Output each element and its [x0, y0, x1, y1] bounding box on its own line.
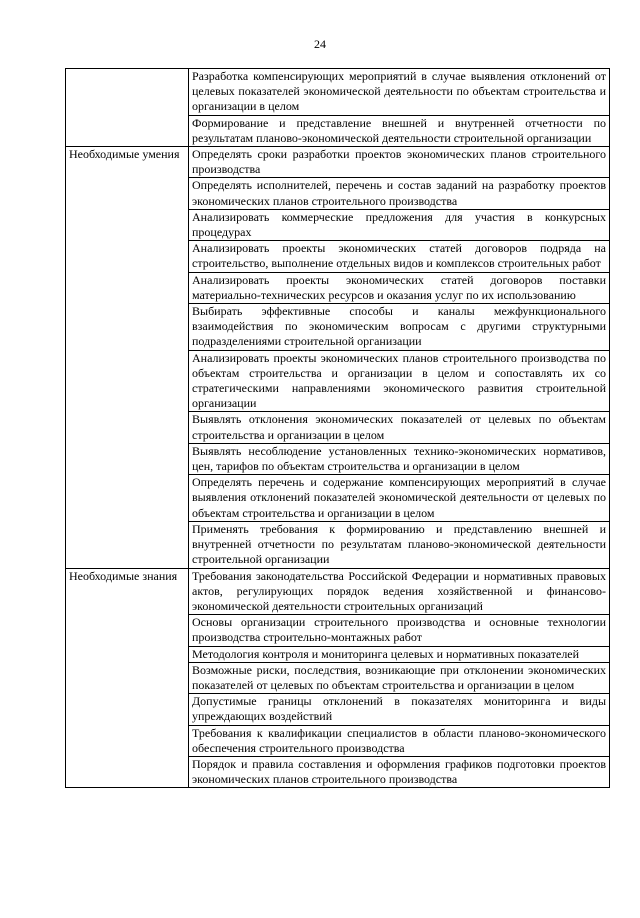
table-cell: Основы организации строительного производства и основные технологии производства строительно-монтажных работ — [189, 615, 610, 646]
table-cell: Определять сроки разработки проектов экономических планов строительного производства — [189, 147, 610, 178]
table-cell: Разработка компенсирующих мероприятий в случае выявления отклонений от целевых показателей экономической деятельности по объектам строительства и организации в целом — [189, 69, 610, 116]
table-cell: Формирование и представление внешней и внутренней отчетности по результатам планово-экономической деятельности строительной организации — [189, 115, 610, 146]
table-cell: Выбирать эффективные способы и каналы межфункционального взаимодействия по экономическим вопросам с другими структурными подразделениями строительной организации — [189, 304, 610, 351]
table-cell: Определять исполнителей, перечень и состав заданий на разработку проектов экономических планов строительного производства — [189, 178, 610, 209]
table-cell: Допустимые границы отклонений в показателях мониторинга и виды упреждающих воздействий — [189, 694, 610, 725]
requirements-table — [65, 68, 610, 788]
table-cell: Выявлять несоблюдение установленных технико-экономических нормативов, цен, тарифов по объектам строительства и организации в целом — [189, 443, 610, 474]
table-row — [66, 147, 610, 178]
table-cell: Требования законодательства Российской Федерации и нормативных правовых актов, регулирующих порядок ведения хозяйственной и финансово-экономической деятельности строительных организаций — [189, 568, 610, 615]
table-cell: Требования к квалификации специалистов в области планово-экономического обеспечения строительного производства — [189, 725, 610, 756]
table-cell: Методология контроля и мониторинга целевых и нормативных показателей — [189, 646, 610, 662]
table-cell: Анализировать проекты экономических планов строительного производства по объектам строительства и организации в целом и сопоставлять их со стратегическими направлениями экономического развития строительной организации — [189, 350, 610, 412]
table-cell: Выявлять отклонения экономических показателей от целевых по объектам строительства и организации в целом — [189, 412, 610, 443]
table-cell: Определять перечень и содержание компенсирующих мероприятий в случае выявления отклонений показателей экономической деятельности от целевых по объектам строительства и организации в целом — [189, 475, 610, 522]
table-cell: Анализировать проекты экономических статей договоров подряда на строительство, выполнение отдельных видов и комплексов строительных работ — [189, 241, 610, 272]
table-cell: Порядок и правила составления и оформления графиков подготовки проектов экономических планов строительного производства — [189, 756, 610, 787]
row-label-empty — [66, 69, 189, 147]
table-cell: Анализировать проекты экономических статей договоров поставки материально-технических ресурсов и оказания услуг по их использованию — [189, 272, 610, 303]
table-cell: Анализировать коммерческие предложения для участия в конкурсных процедурах — [189, 209, 610, 240]
table-cell: Применять требования к формированию и представлению внешней и внутренней отчетности по результатам планово-экономической деятельности строительной организации — [189, 521, 610, 568]
row-label-skills: Необходимые умения — [66, 147, 189, 568]
table-cell: Возможные риски, последствия, возникающие при отклонении экономических показателей от целевых по объектам строительства и организации в целом — [189, 662, 610, 693]
table-row — [66, 568, 610, 615]
row-label-knowledge: Необходимые знания — [66, 568, 189, 788]
page-number: 24 — [314, 37, 326, 51]
table-row — [66, 69, 610, 116]
